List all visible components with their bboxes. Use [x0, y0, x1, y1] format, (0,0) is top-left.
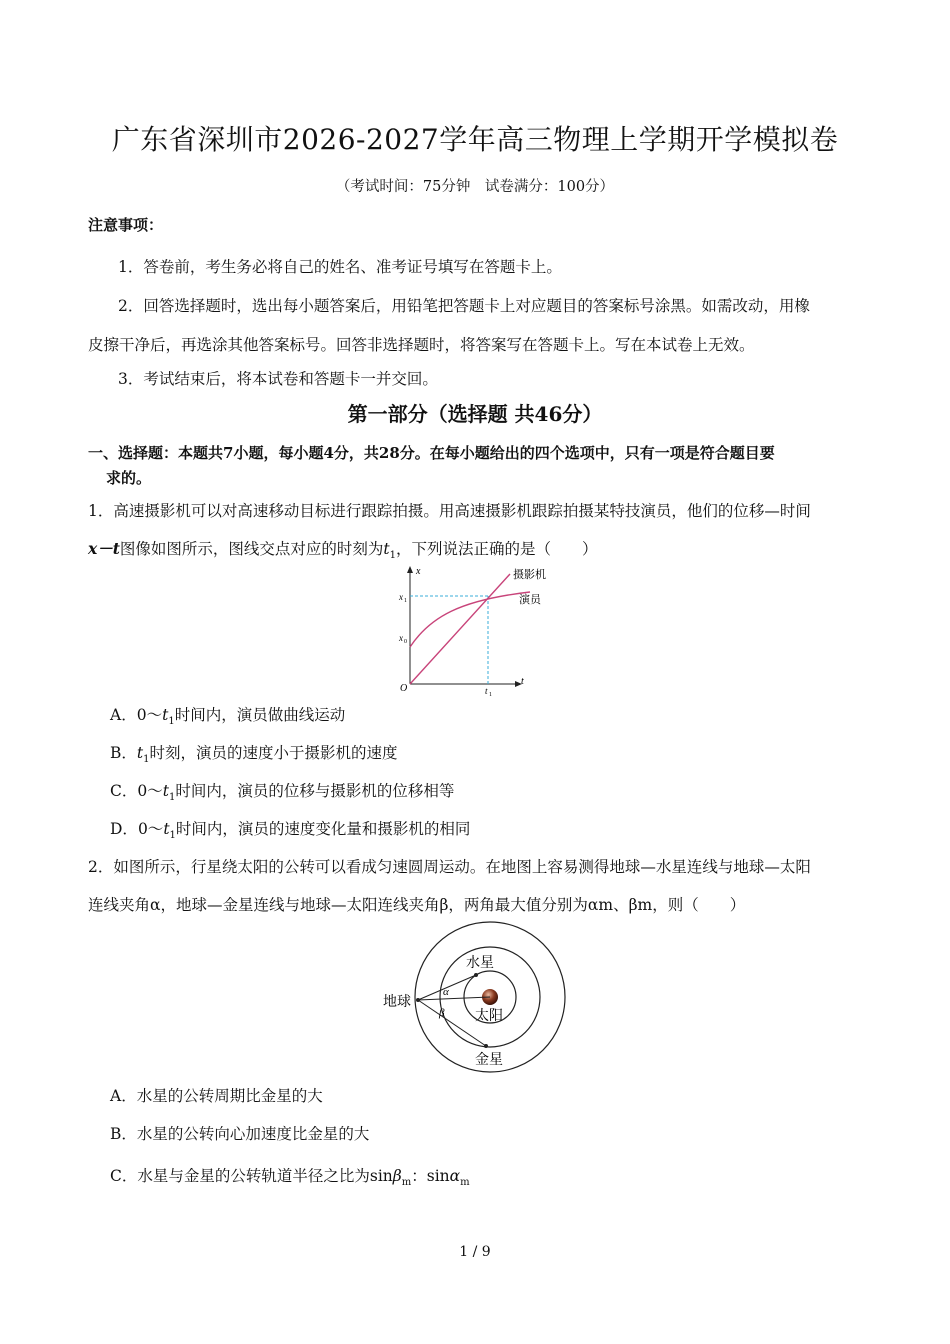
- part1-instructions-cont: 求的。: [106, 469, 152, 487]
- q1-option-c: C．$0\sim t_1$时间内，演员的位移与摄影机的位移相等: [110, 782, 455, 804]
- origin-label: O: [400, 683, 408, 694]
- q1-option-a: A．$0\sim t_1$时间内，演员做曲线运动: [110, 706, 346, 728]
- part1-instructions: 一、选择题：本题共7小题，每小题4分，共28分。在每小题给出的四个选项中，只有一项是符合题目要: [88, 444, 775, 462]
- x0-sub: 0: [404, 639, 407, 645]
- notice-item-1: 1．答卷前，考生务必将自己的姓名、准考证号填写在答题卡上。: [118, 258, 562, 276]
- x1-sub: 1: [404, 598, 407, 604]
- camera-label: 摄影机: [513, 568, 546, 581]
- q2-orbit-diagram: [380, 920, 580, 1075]
- q1-stem-line2: x－t图像如图所示，图线交点对应的时刻为$t_1$，下列说法正确的是（ ）: [88, 539, 598, 562]
- page-title: 广东省深圳市2026-2027学年高三物理上学期开学模拟卷: [111, 123, 839, 156]
- q2-stem-line1: 2．如图所示，行星绕太阳的公转可以看成匀速圆周运动。在地图上容易测得地球—水星连线与地球—太阳: [88, 858, 811, 876]
- q1-option-b: B．$t_1$时刻，演员的速度小于摄影机的速度: [110, 744, 398, 766]
- x0-label: x: [399, 633, 403, 643]
- x-axis-label: x: [416, 566, 421, 577]
- earth-sun-line: [418, 997, 490, 1000]
- notice-item-2: 2．回答选择题时，选出每小题答案后，用铅笔把答题卡上对应题目的答案标号涂黑。如需改动，用橡: [118, 297, 810, 315]
- q2-option-b: B．水星的公转向心加速度比金星的大: [110, 1125, 370, 1143]
- sun-label: 太阳: [475, 1008, 503, 1024]
- t1-sub: 1: [489, 692, 492, 697]
- notice-item-2-cont: 皮擦干净后，再选涂其他答案标号。回答非选择题时，将答案写在答题卡上。写在本试卷上无效。: [88, 336, 755, 354]
- actor-label: 演员: [519, 593, 541, 606]
- q2-option-a: A．水星的公转周期比金星的大: [110, 1087, 323, 1105]
- q1-xt-graph: [390, 562, 565, 697]
- notice-heading: 注意事项：: [88, 216, 164, 234]
- x1-label: x: [399, 592, 403, 602]
- t-axis-label: t: [521, 676, 524, 687]
- q1-option-d: D．$0\sim t_1$时间内，演员的速度变化量和摄影机的相同: [110, 820, 471, 842]
- venus-dot: [484, 1044, 488, 1048]
- alpha-label: α: [443, 986, 449, 998]
- q2-option-c: C．水星与金星的公转轨道半径之比为sinβ$_m$：sinα$_m$: [110, 1167, 470, 1189]
- earth-dot: [416, 998, 420, 1002]
- mercury-label: 水星: [466, 955, 494, 971]
- actor-curve: [410, 592, 530, 647]
- exam-info: （考试时间：75分钟 试卷满分：100分）: [335, 179, 615, 195]
- q1-stem-line1: 1．高速摄影机可以对高速移动目标进行跟踪拍摄。用高速摄影机跟踪拍摄某特技演员，他们的位移—时间: [88, 502, 811, 520]
- venus-label: 金星: [475, 1052, 503, 1068]
- x-axis-arrow: [407, 566, 413, 573]
- section-title: 第一部分（选择题 共46分）: [347, 402, 603, 426]
- beta-label: β: [439, 1007, 445, 1019]
- page-number: 1 / 9: [459, 1244, 491, 1260]
- earth-label: 地球: [383, 994, 411, 1010]
- q2-stem-line2: 连线夹角α，地球—金星连线与地球—太阳连线夹角β，两角最大值分别为αm、βm，则（ ）: [88, 896, 746, 914]
- notice-item-3: 3．考试结束后，将本试卷和答题卡一并交回。: [118, 370, 438, 388]
- t1-label: t: [485, 686, 488, 696]
- mercury-dot: [474, 973, 478, 977]
- xt-symbol: x－t: [88, 539, 120, 558]
